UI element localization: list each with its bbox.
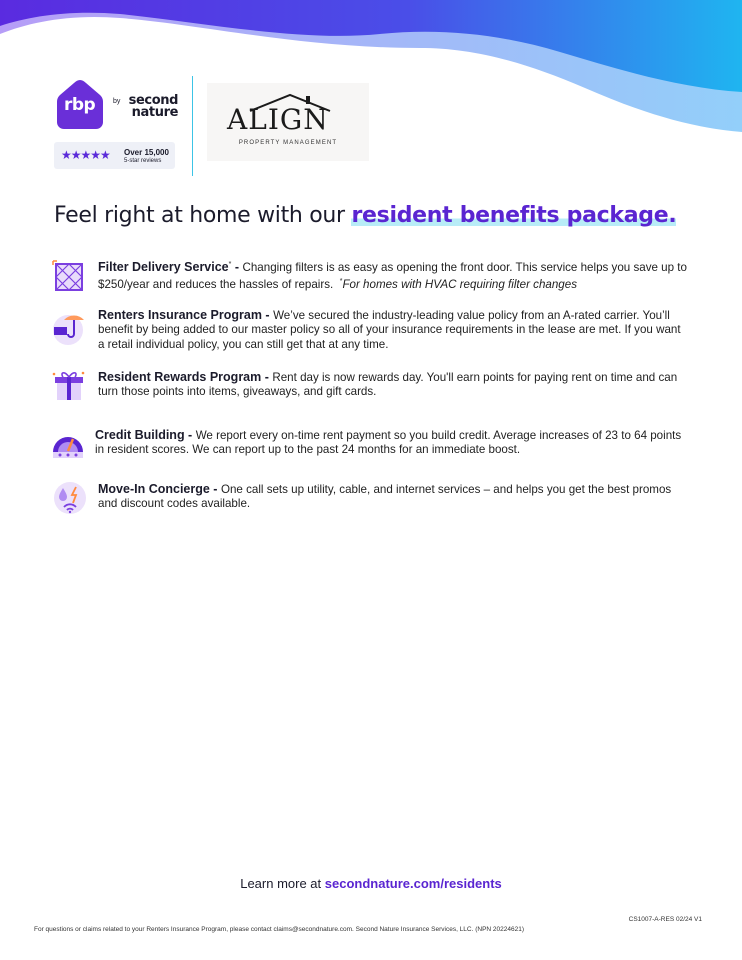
align-property-management-logo: [207, 83, 369, 161]
benefit-note: For homes with HVAC requiring filter changes: [342, 278, 577, 292]
benefit-title: Renters Insurance Program: [98, 308, 262, 322]
benefit-body: We report every on-time rent payment so you build credit. Average increases of 23 to 64 points in resident scores. We can report up to the past 24 months for an immediate boost.: [95, 429, 682, 457]
benefit-body: One call sets up utility, cable, and internet services – and helps you get the best promos and discount codes available.: [98, 483, 672, 511]
by-text: by: [113, 98, 121, 105]
learn-more-prefix: Learn more at: [240, 876, 325, 891]
benefit-title: Resident Rewards Program: [98, 370, 262, 384]
benefit-text: [95, 428, 690, 458]
benefit-text: [98, 258, 690, 293]
insurance-footnote: For questions or claims related to your Renters Insurance Program, please contact claims@secondnature.com. Second Nature Insurance Services, LLC. (NPN 20224621): [34, 926, 525, 933]
second-nature-wordmark: second nature: [128, 93, 178, 120]
umbrella-house-icon: [50, 310, 86, 346]
note-footnote-mark: *: [339, 278, 343, 286]
benefit-text: [98, 370, 690, 400]
benefit-dash: -: [261, 308, 274, 322]
page-headline: [54, 203, 676, 228]
benefit-dash: -: [209, 482, 221, 496]
benefit-dash: -: [184, 428, 196, 442]
rbp-logo: [54, 78, 178, 136]
document-code: CS1007-A-RES 02/24 V1: [628, 916, 702, 923]
benefit-title: Credit Building: [95, 428, 185, 442]
benefit-dash: -: [261, 370, 273, 384]
gift-icon: [50, 368, 86, 404]
logo-divider: [192, 76, 193, 176]
headline-prefix: Feel right at home with our: [54, 203, 352, 228]
five-star-rating-icon: ★★★★★: [61, 148, 110, 162]
reviews-count: Over 15,000: [124, 148, 169, 157]
benefit-dash: -: [231, 259, 243, 274]
benefit-title: Move-In Concierge: [98, 482, 210, 496]
reviews-badge: [54, 142, 175, 169]
learn-more-line: [0, 876, 742, 891]
benefit-body: Changing filters is as easy as opening the front door. This service helps you save up to $250/year and reduces the hassles of repairs.: [98, 260, 687, 292]
benefit-title: Filter Delivery Service: [98, 259, 229, 274]
title-footnote-mark: *: [228, 261, 232, 268]
rbp-wordmark: rbp: [64, 95, 96, 115]
credit-gauge-icon: [50, 426, 86, 462]
headline-highlight: resident benefits package.: [351, 203, 677, 228]
benefit-text: [98, 482, 690, 512]
residents-link[interactable]: secondnature.com/residents: [324, 876, 502, 891]
reviews-label: 5-star reviews: [124, 158, 162, 164]
air-filter-icon: [50, 258, 86, 294]
align-subtitle: PROPERTY MANAGEMENT: [238, 140, 338, 146]
benefit-body: We’ve secured the industry-leading value policy from an A-rated carrier. You’ll benefit by being added to our master policy so all of your insurance requirements in the lease are met. If you want a retail individual policy, you can still get that at any time.: [98, 309, 681, 351]
benefit-body: Rent day is now rewards day. You'll earn points for paying rent on time and can turn those points into items, giveaways, and gift cards.: [98, 371, 678, 399]
utilities-icon: [50, 480, 86, 516]
align-wordmark: ALIGN: [227, 103, 329, 136]
benefit-text: [98, 308, 690, 352]
